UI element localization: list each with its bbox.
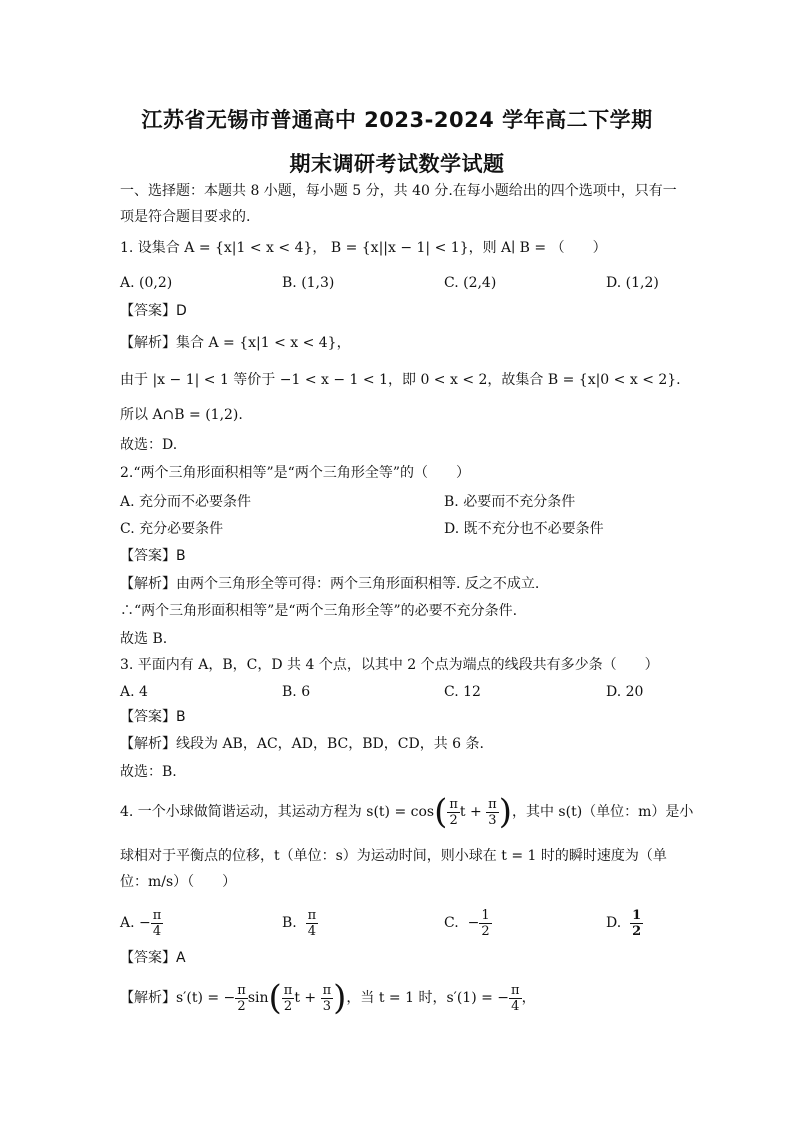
q4-stem-line2: 球相对于平衡点的位移，t（单位：s）为运动时间，则小球在 t = 1 时的瞬时速度为（单 <box>120 848 667 864</box>
q4-solution-fraction-1: $\frac{\pi}{2}$ <box>237 982 246 1014</box>
q4-answer: 【答案】A <box>120 950 186 966</box>
q1-option-d: D. (1,2) <box>606 275 659 291</box>
q4-option-a-fraction: $\frac{\pi}{4}$ <box>152 907 162 939</box>
q4-option-d-fraction: $\frac{1}{2}$ <box>632 907 642 939</box>
q1-option-a: A. (0,2) <box>120 275 173 291</box>
q4-stem-line3: 位：m/s）（ ） <box>120 874 237 890</box>
q2-option-a: A. 充分而不必要条件 <box>120 494 252 510</box>
q3-option-b: B. 6 <box>282 684 311 700</box>
q4-solution-fraction-3: $\frac{\pi}{3}$ <box>322 982 332 1014</box>
q2-stem: 2.“两个三角形面积相等”是“两个三角形全等”的（ ） <box>120 465 470 481</box>
q4-solution-line1: 【解析】s′(t) = − $\frac{\pi}{2}$ sin( $\frac{\pi}{2}$ t + $\frac{\pi}{3}$ )，当 t = 1 时，s′(1) = − $\frac{\pi}{4}$ ， <box>120 978 536 1018</box>
q1-solution-line4: 故选：D. <box>120 437 178 453</box>
q4-solution-right-paren: ) <box>333 978 347 1018</box>
section-intro-line1: 一、选择题：本题共 8 小题，每小题 5 分，共 40 分.在每小题给出的四个选项中，只有一 <box>120 183 677 199</box>
q4-solution-fraction-2: $\frac{\pi}{2}$ <box>283 982 293 1014</box>
q4-stem-line1 <box>120 792 693 832</box>
q4-option-d: D. $\frac{1}{2}$ <box>606 907 642 939</box>
q1-solution-line1: 【解析】集合 A = {x|1 < x < 4}， <box>120 335 351 351</box>
q2-option-b: B. 必要而不充分条件 <box>444 494 576 510</box>
q3-solution-line1: 【解析】线段为 AB，AC，AD，BC，BD，CD，共 6 条. <box>120 736 484 752</box>
q1-solution-line3: 所以 A∩B = (1,2). <box>120 407 243 423</box>
q2-option-d: D. 既不充分也不必要条件 <box>444 521 604 537</box>
q1-solution-line2: 由于 |x − 1| < 1 等价于 −1 < x − 1 < 1，即 0 < x < 2，故集合 B = {x|0 < x < 2}. <box>120 372 681 388</box>
page-title-line1: 江苏省无锡市普通高中 2023-2024 学年高二下学期 <box>141 108 653 132</box>
q4-option-b: B. $\frac{\pi}{4}$ <box>282 907 317 939</box>
q4-stem-text-a: 4. 一个小球做简谐运动，其运动方程为 s(t) = cos <box>120 804 435 820</box>
q4-right-paren: ) <box>498 792 512 832</box>
q1-option-b: B. (1,3) <box>282 275 335 291</box>
q3-option-d: D. 20 <box>606 684 644 700</box>
q2-option-c: C. 充分必要条件 <box>120 521 224 537</box>
q3-stem: 3. 平面内有 A，B，C，D 共 4 个点，以其中 2 个点为端点的线段共有多少条（ ） <box>120 657 659 673</box>
q4-solution-fraction-4: $\frac{\pi}{4}$ <box>511 982 520 1014</box>
q1-option-c: C. (2,4) <box>444 275 497 291</box>
q2-solution-line3: 故选 B. <box>120 631 168 647</box>
q2-solution-line2: ∴“两个三角形面积相等”是“两个三角形全等”的必要不充分条件. <box>120 603 518 619</box>
q4-fraction-1: $\frac{\pi}{2}$ <box>449 796 458 828</box>
q4-option-b-fraction: $\frac{\pi}{4}$ <box>307 907 317 939</box>
q3-option-a: A. 4 <box>120 684 148 700</box>
q3-solution-line2: 故选：B. <box>120 764 177 780</box>
q3-answer: 【答案】B <box>120 709 186 725</box>
q4-variable-t: t + <box>459 804 487 820</box>
q2-answer: 【答案】B <box>120 548 186 564</box>
q1-answer: 【答案】D <box>120 303 187 319</box>
q4-solution-left-paren: ( <box>268 978 282 1018</box>
q4-option-c-fraction: $\frac{1}{2}$ <box>481 907 490 939</box>
q2-solution-line1: 【解析】由两个三角形全等可得：两个三角形面积相等. 反之不成立. <box>120 576 540 592</box>
q4-stem-text-b: ，其中 s(t)（单位：m）是小 <box>511 804 694 820</box>
page-title-line2: 期末调研考试数学试题 <box>289 152 505 176</box>
section-intro-line2: 项是符合题目要求的. <box>120 209 251 225</box>
q1-stem: 1. 设集合 A = {x|1 < x < 4}， B = {x||x − 1| < 1}，则 A∣ B = （ ） <box>120 240 607 256</box>
q4-option-a: A. − $\frac{\pi}{4}$ <box>120 907 162 939</box>
q4-fraction-2: $\frac{\pi}{3}$ <box>488 796 497 828</box>
q4-option-c: C. − $\frac{1}{2}$ <box>444 907 490 939</box>
q3-option-c: C. 12 <box>444 684 481 700</box>
q4-left-paren: ( <box>434 792 448 832</box>
